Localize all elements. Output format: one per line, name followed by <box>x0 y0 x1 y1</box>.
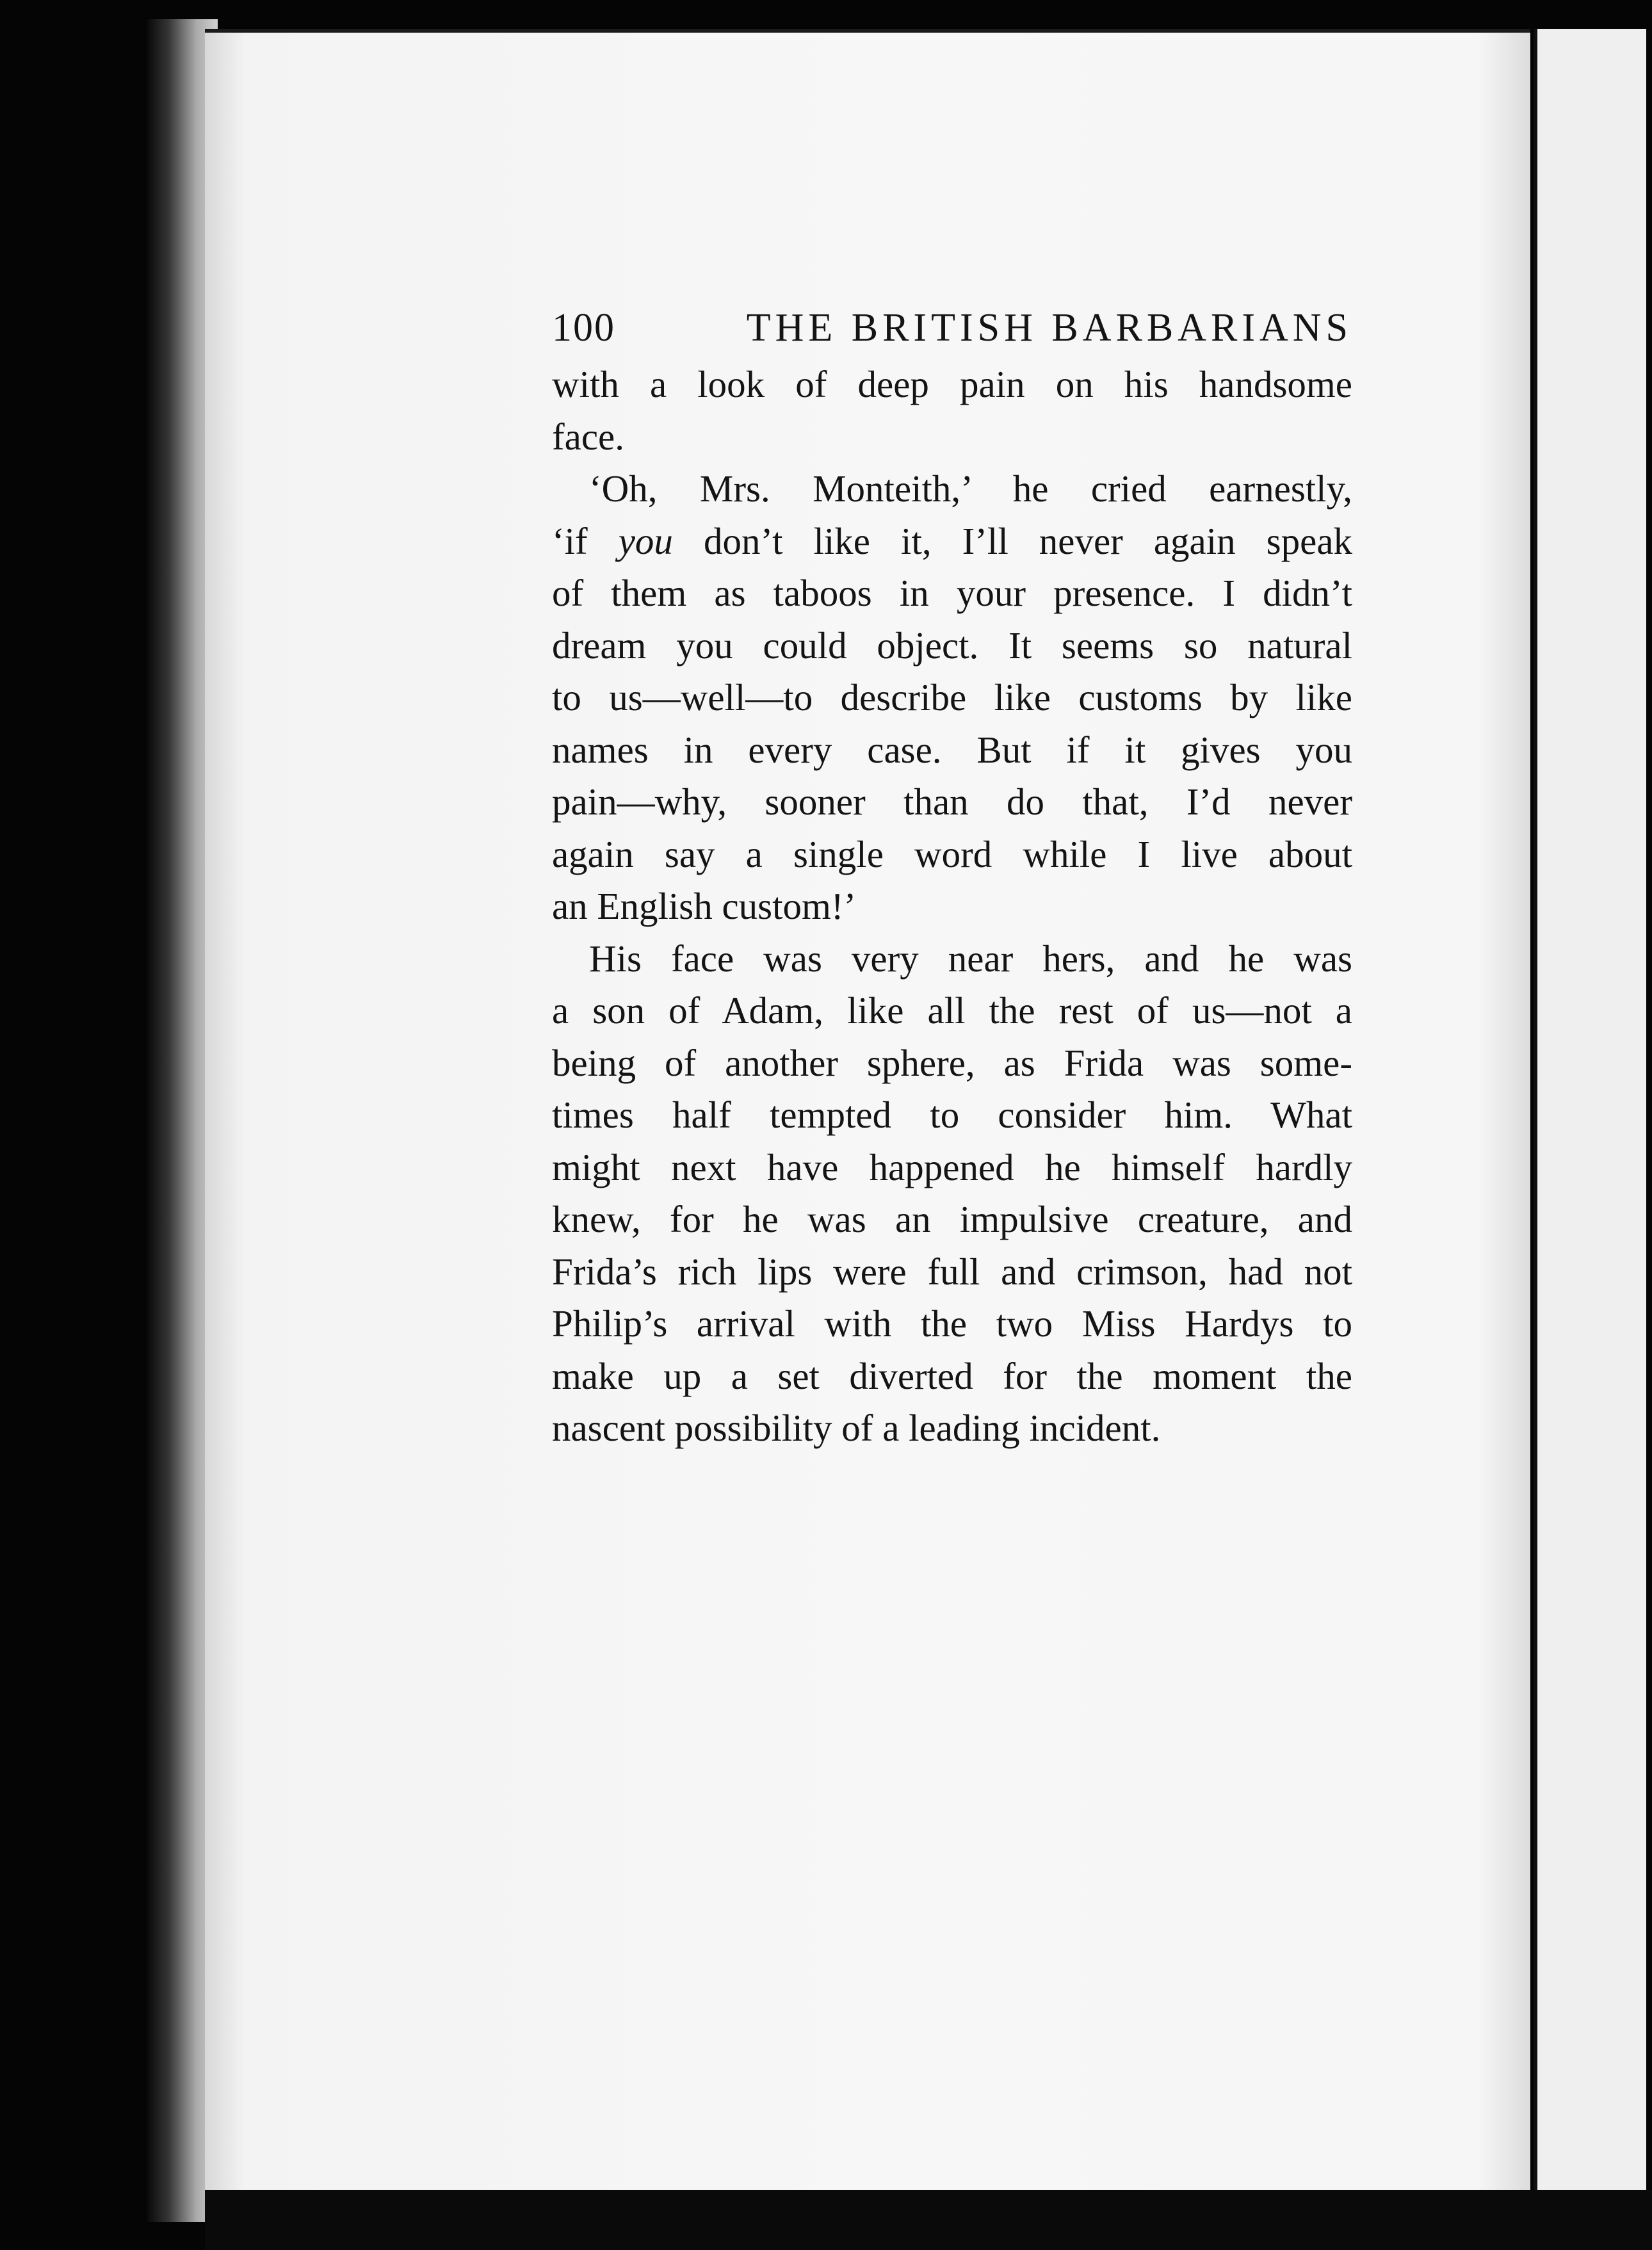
text-line: nascent possibility of a leading incident. <box>552 1407 1161 1449</box>
text-line: might next have happened he himself hardly <box>552 1145 1352 1188</box>
page-bottom-shadow <box>205 2190 1652 2250</box>
text-line: knew, for he was an impulsive creature, and <box>552 1198 1352 1240</box>
running-title: THE BRITISH BARBARIANS <box>746 306 1352 350</box>
text-line: an English custom!’ <box>552 885 857 927</box>
running-head <box>552 301 1352 355</box>
text-line: of them as taboos in your presence. I didn’t <box>552 572 1352 614</box>
page-number: 100 <box>552 306 615 350</box>
text-line: a son of Adam, like all the rest of us—not a <box>552 989 1352 1032</box>
text-line <box>552 515 1352 568</box>
text-line: to us—well—to describe like customs by like <box>552 676 1352 718</box>
text-line: Frida’s rich lips were full and crimson, had not <box>552 1250 1352 1293</box>
text-line: times half tempted to consider him. What <box>552 1094 1352 1136</box>
text-line-end: don’t like it, I’ll never again speak <box>672 519 1353 562</box>
text-line: make up a set diverted for the moment the <box>552 1354 1352 1397</box>
emphasized-word: you <box>618 519 673 562</box>
text-line: pain—why, sooner than do that, I’d never <box>552 781 1352 823</box>
text-line: face. <box>552 415 624 458</box>
text-line-start: ‘if <box>552 519 619 562</box>
text-line: with a look of deep pain on his handsome <box>552 363 1352 405</box>
body-text <box>552 359 1352 1455</box>
text-line: being of another sphere, as Frida was some- <box>552 1041 1352 1084</box>
text-line: ‘Oh, Mrs. Monteith,’ he cried earnestly, <box>589 467 1352 510</box>
text-line: names in every case. But if it gives you <box>552 728 1352 771</box>
text-line: His face was very near hers, and he was <box>589 937 1352 980</box>
text-line: dream you could object. It seems so natural <box>552 624 1352 667</box>
page-text-block <box>552 301 1352 1455</box>
facing-page-edge <box>1534 29 1646 2206</box>
text-line: again say a single word while I live about <box>552 832 1352 875</box>
text-line: Philip’s arrival with the two Miss Hardys to <box>552 1302 1352 1345</box>
